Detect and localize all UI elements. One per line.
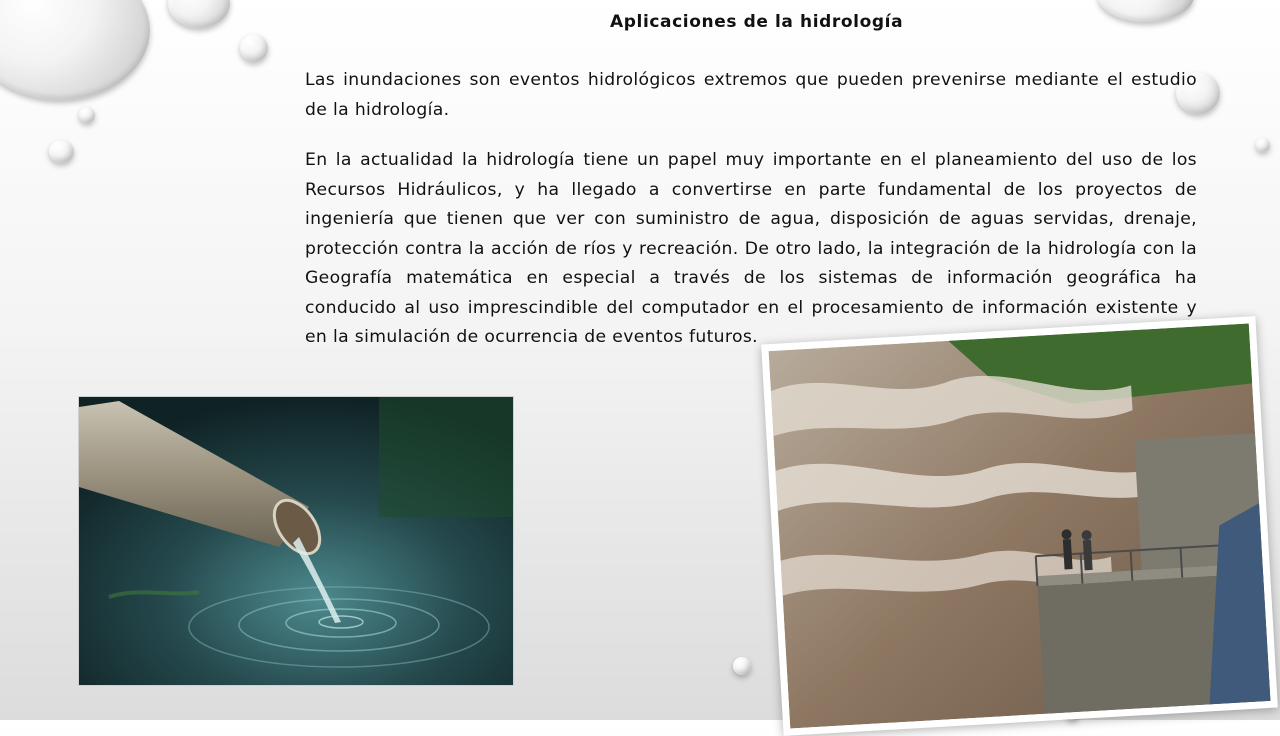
water-drop-decoration bbox=[733, 657, 751, 675]
slide-title: Aplicaciones de la hidrología bbox=[610, 12, 904, 32]
body-paragraph: En la actualidad la hidrología tiene un papel muy importante en el planeamiento del uso de los Recursos Hidráulicos, y ha llegado a convertirse en parte fundamental de los proyectos de ingeniería que tienen que ver con suministro de agua, disposición de aguas servidas, drenaje, protección contra la acción de ríos y recreación. De otro lado, la integración de la hidrología con la Geografía matemática en especial a través de los sistemas de información geográfica ha conducido al uso imprescindible del computador en el procesamiento de información existente y en la simulación de ocurrencia de eventos futuros. bbox=[305, 150, 1197, 347]
intro-paragraph: Las inundaciones son eventos hidrológicos extremos que pueden prevenirse mediante el estudio de la hidrología. bbox=[305, 70, 1197, 120]
water-drop-decoration bbox=[168, 0, 230, 28]
water-drop-decoration bbox=[1256, 138, 1270, 152]
water-drop-decoration bbox=[49, 140, 74, 163]
water-drop-decoration bbox=[1098, 0, 1194, 22]
flood-dam-photo bbox=[761, 316, 1278, 736]
water-drop-decoration bbox=[240, 34, 268, 62]
flooded-river-dam-icon bbox=[769, 323, 1271, 728]
bamboo-pipe-pouring-water-icon bbox=[79, 397, 513, 685]
water-drop-decoration bbox=[0, 0, 150, 100]
pipe-water-photo bbox=[78, 396, 514, 686]
water-drop-decoration bbox=[79, 107, 95, 123]
